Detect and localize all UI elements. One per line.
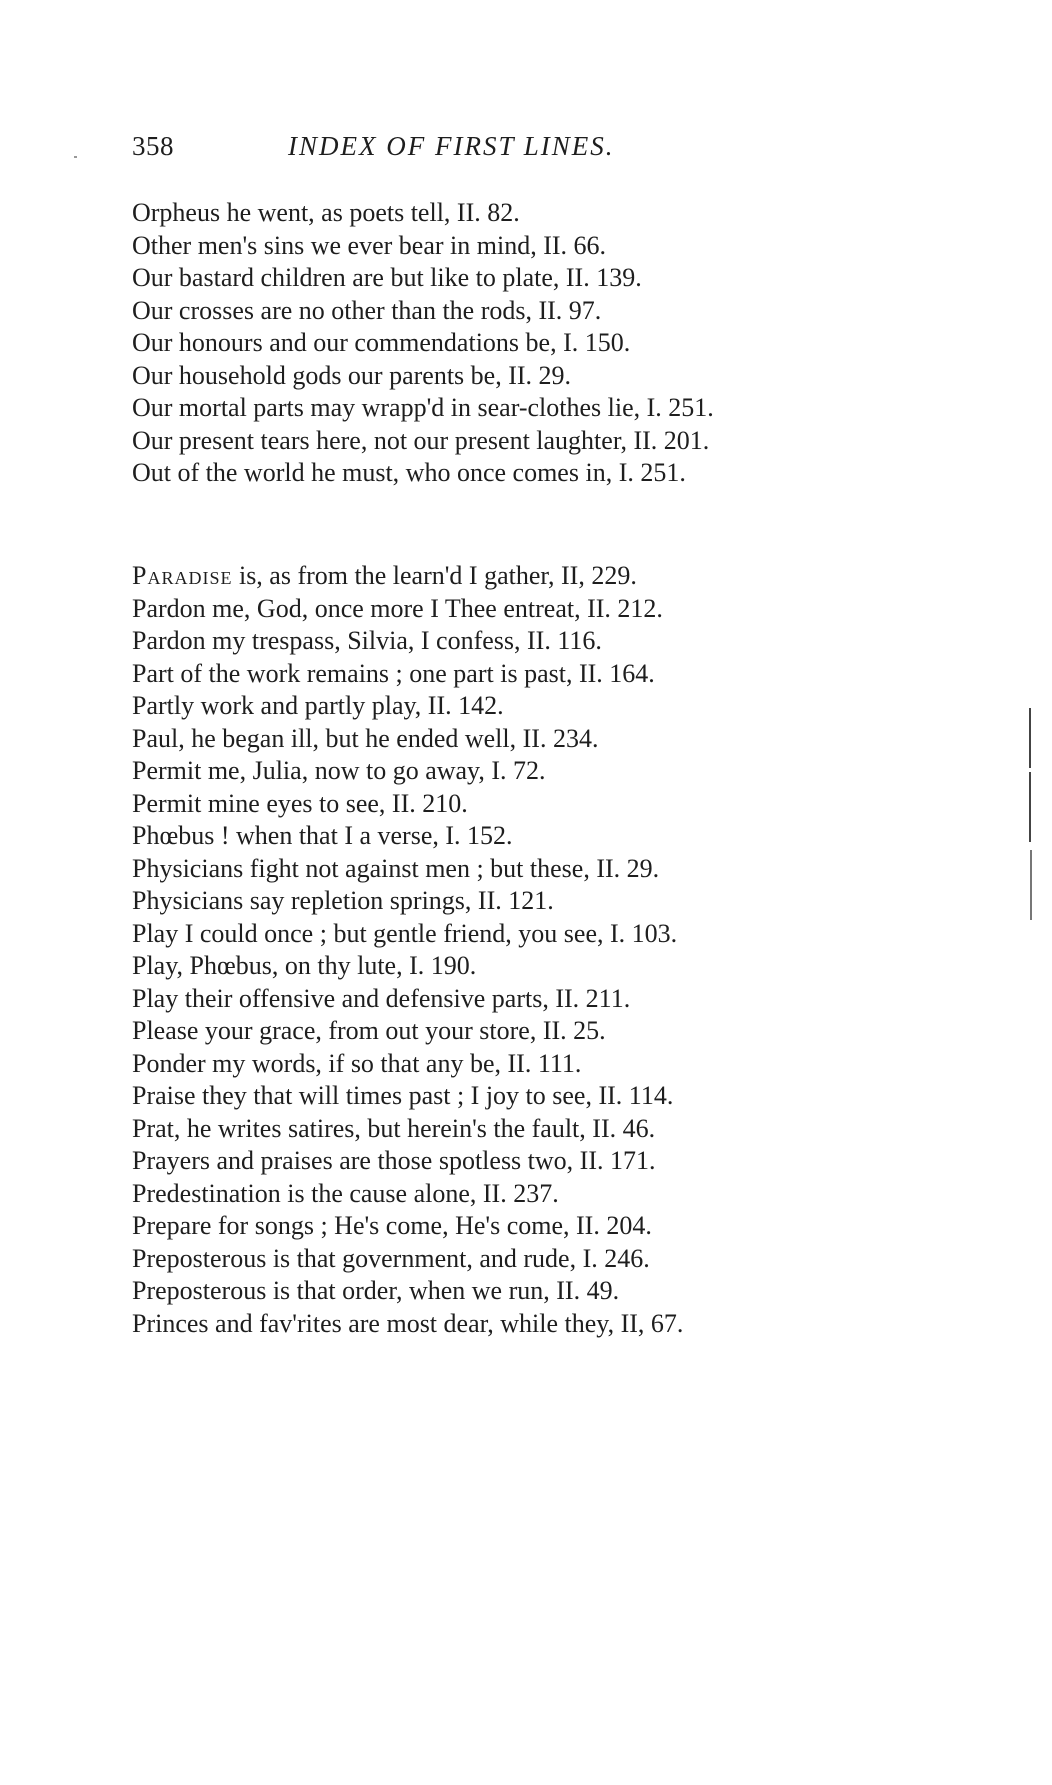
index-entry: Prayers and praises are those spotless two, II. 171.	[132, 1146, 656, 1175]
index-entry: Play, Phœbus, on thy lute, I. 190.	[132, 951, 477, 980]
index-entry: Our present tears here, not our present laughter, II. 201.	[132, 425, 710, 455]
index-entry: Prepare for songs ; He's come, He's come, II. 204.	[132, 1211, 652, 1240]
index-entry: Out of the world he must, who once comes in, I. 251.	[132, 458, 686, 487]
index-entry: Prat, he writes satires, but herein's the fault, II. 46.	[132, 1113, 656, 1143]
margin-rule-mark	[1029, 708, 1031, 768]
index-entry: Permit mine eyes to see, II. 210.	[132, 788, 468, 818]
index-entry: Our household gods our parents be, II. 29.	[132, 360, 572, 390]
index-entry: Paul, he began ill, but he ended well, II. 234.	[132, 723, 599, 753]
index-entry: Preposterous is that government, and rude, I. 246.	[132, 1243, 650, 1273]
index-entry: Other men's sins we ever bear in mind, II. 66.	[132, 230, 607, 260]
index-entry: Orpheus he went, as poets tell, II. 82.	[132, 198, 520, 227]
index-entry-section-start	[132, 560, 892, 593]
index-entry: Our bastard children are but like to plate, II. 139.	[132, 263, 642, 292]
index-entry: Pardon my trespass, Silvia, I confess, II. 116.	[132, 626, 602, 655]
index-entry: Please your grace, from out your store, II. 25.	[132, 1016, 606, 1045]
page-number: 358	[132, 131, 174, 161]
index-entry: Our crosses are no other than the rods, II. 97.	[132, 295, 602, 325]
index-entry: Part of the work remains ; one part is past, II. 164.	[132, 658, 655, 688]
index-entry: Play their offensive and defensive parts, II. 211.	[132, 983, 631, 1013]
index-section-o	[132, 197, 892, 490]
index-entry: Physicians say repletion springs, II. 121.	[132, 886, 554, 915]
index-entry: Ponder my words, if so that any be, II. 111.	[132, 1048, 582, 1078]
index-entry: Praise they that will times past ; I joy to see, II. 114.	[132, 1081, 674, 1110]
index-entry: Permit me, Julia, now to go away, I. 72.	[132, 756, 546, 785]
index-entry: Preposterous is that order, when we run, II. 49.	[132, 1276, 620, 1305]
index-entry: Predestination is the cause alone, II. 237.	[132, 1178, 559, 1208]
section-lead-rest: is, as from the learn'd I gather, II, 229.	[232, 561, 637, 590]
margin-rule-mark	[1029, 772, 1031, 842]
index-entry: Princes and fav'rites are most dear, while they, II, 67.	[132, 1308, 684, 1338]
page-header	[132, 131, 832, 167]
index-entry: Our honours and our commendations be, I. 150.	[132, 328, 631, 357]
index-entry: Partly work and partly play, II. 142.	[132, 691, 504, 720]
index-entry: Phœbus ! when that I a verse, I. 152.	[132, 821, 513, 850]
index-entry: Play I could once ; but gentle friend, you see, I. 103.	[132, 918, 678, 948]
section-lead-word: Paradise	[132, 561, 233, 590]
margin-rule-mark	[1030, 850, 1032, 920]
index-entry: Pardon me, God, once more I Thee entreat, II. 212.	[132, 593, 663, 623]
index-section-p	[132, 560, 892, 1340]
index-entry: Our mortal parts may wrapp'd in sear-clothes lie, I. 251.	[132, 393, 714, 422]
index-entry: Physicians fight not against men ; but these, II. 29.	[132, 853, 660, 883]
running-title: INDEX OF FIRST LINES.	[288, 131, 615, 161]
margin-speck	[74, 156, 77, 158]
